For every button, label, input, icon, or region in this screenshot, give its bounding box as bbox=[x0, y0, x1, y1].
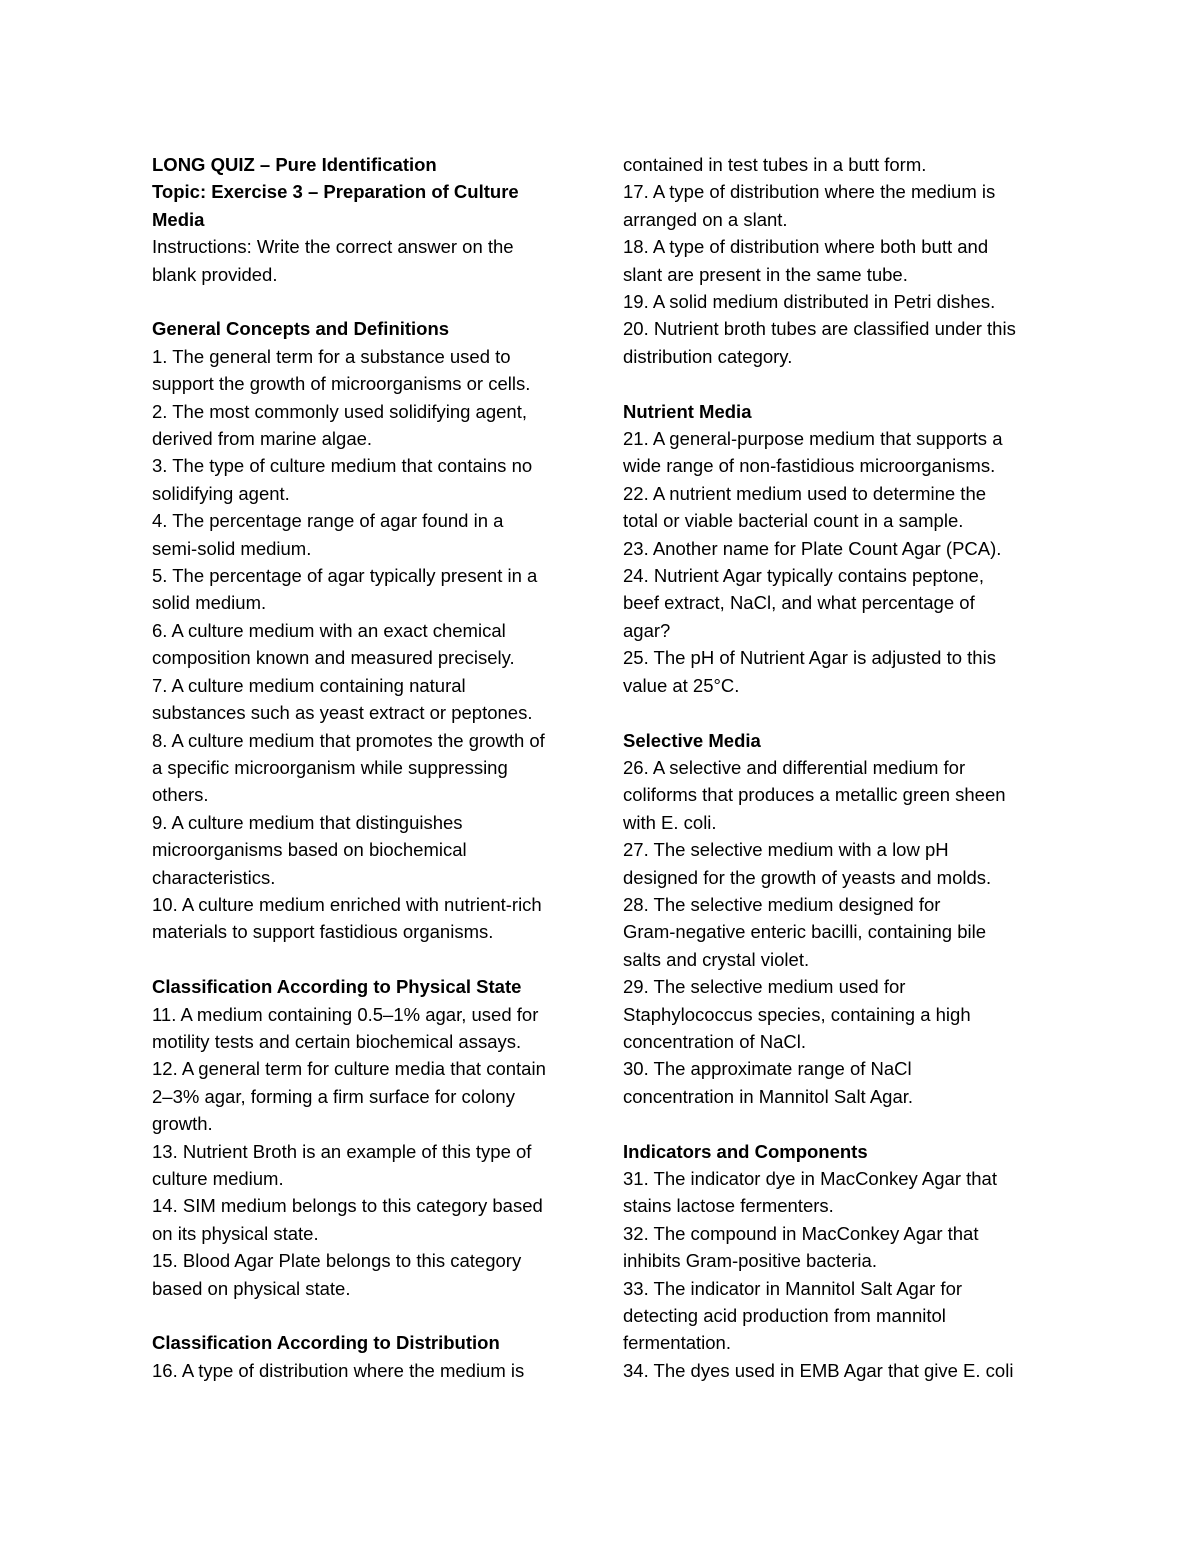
text-line: with E. coli. bbox=[623, 811, 717, 833]
section-heading: Indicators and Components bbox=[623, 1140, 868, 1162]
text-line: a specific microorganism while suppressing bbox=[152, 756, 508, 778]
text-line: 12. A general term for culture media that contain bbox=[152, 1058, 546, 1080]
text-line: characteristics. bbox=[152, 866, 276, 888]
section-heading: Classification According to Physical State bbox=[152, 976, 522, 998]
text-line: culture medium. bbox=[152, 1168, 284, 1189]
text-line: support the growth of microorganisms or cells. bbox=[152, 373, 531, 395]
text-line: growth. bbox=[152, 1113, 213, 1135]
text-line: on its physical state. bbox=[152, 1222, 319, 1244]
text-line: 5. The percentage of agar typically present in a bbox=[152, 565, 538, 587]
text-line: 23. Another name for Plate Count Agar (PCA). bbox=[623, 537, 1002, 559]
text-line: distribution category. bbox=[623, 345, 793, 367]
text-line: solidifying agent. bbox=[152, 482, 290, 504]
text-line: fermentation. bbox=[623, 1332, 731, 1354]
text-line: value at 25°C. bbox=[623, 674, 740, 696]
text-line: beef extract, NaCl, and what percentage of bbox=[623, 592, 975, 614]
text-line: Staphylococcus species, containing a high bbox=[623, 1003, 971, 1025]
text-line: 15. Blood Agar Plate belongs to this category bbox=[152, 1250, 522, 1272]
text-line: 13. Nutrient Broth is an example of this type of bbox=[152, 1140, 532, 1162]
text-line: 21. A general-purpose medium that supports a bbox=[623, 428, 1003, 450]
text-line: 2–3% agar, forming a firm surface for colony bbox=[152, 1085, 515, 1107]
text-line: 28. The selective medium designed for bbox=[623, 893, 941, 915]
text-line: composition known and measured precisely. bbox=[152, 647, 515, 669]
text-line: 31. The indicator dye in MacConkey Agar that bbox=[623, 1167, 997, 1189]
text-line: 4. The percentage range of agar found in a bbox=[152, 510, 504, 532]
section-heading: Topic: Exercise 3 – Preparation of Culture bbox=[152, 181, 519, 203]
text-line: arranged on a slant. bbox=[623, 208, 788, 230]
text-line: 10. A culture medium enriched with nutrient-rich bbox=[152, 893, 542, 915]
blank-line bbox=[152, 1302, 592, 1329]
text-line: others. bbox=[152, 784, 209, 806]
text-line: solid medium. bbox=[152, 592, 267, 614]
text-line: 26. A selective and differential medium for bbox=[623, 756, 966, 778]
text-line: 18. A type of distribution where both butt and bbox=[623, 236, 989, 258]
text-line: 14. SIM medium belongs to this category based bbox=[152, 1195, 543, 1217]
section-heading: Classification According to Distribution bbox=[152, 1332, 500, 1354]
text-line: inhibits Gram-positive bacteria. bbox=[623, 1250, 877, 1272]
section-heading: Selective Media bbox=[623, 729, 761, 751]
text-line: 20. Nutrient broth tubes are classified under this bbox=[623, 318, 1016, 340]
text-line: detecting acid production from mannitol bbox=[623, 1305, 946, 1327]
text-line: 25. The pH of Nutrient Agar is adjusted to this bbox=[623, 647, 996, 669]
text-line: blank provided. bbox=[152, 263, 278, 285]
text-line: 27. The selective medium with a low pH bbox=[623, 839, 949, 861]
text-line: total or viable bacterial count in a sample. bbox=[623, 510, 964, 532]
text-line: materials to support fastidious organisms. bbox=[152, 921, 494, 943]
section-heading: Nutrient Media bbox=[623, 400, 752, 422]
blank-line bbox=[152, 946, 592, 973]
blank-line bbox=[623, 370, 1063, 397]
text-line: Instructions: Write the correct answer on the bbox=[152, 236, 514, 258]
text-line: microorganisms based on biochemical bbox=[152, 839, 467, 861]
text-line: motility tests and certain biochemical assays. bbox=[152, 1030, 522, 1052]
text-line: 33. The indicator in Mannitol Salt Agar for bbox=[623, 1277, 963, 1299]
section-heading: Media bbox=[152, 208, 205, 230]
section-heading: General Concepts and Definitions bbox=[152, 318, 450, 340]
text-line: 34. The dyes used in EMB Agar that give E. coli bbox=[623, 1359, 1014, 1381]
text-line: 3. The type of culture medium that contains no bbox=[152, 455, 533, 477]
text-line: 16. A type of distribution where the medium is bbox=[152, 1359, 525, 1381]
text-line: Gram-negative enteric bacilli, containing bile bbox=[623, 921, 986, 943]
left-column bbox=[152, 151, 592, 1384]
text-line: salts and crystal violet. bbox=[623, 948, 810, 970]
text-line: 1. The general term for a substance used to bbox=[152, 345, 511, 367]
blank-line bbox=[623, 1110, 1063, 1137]
text-line: 30. The approximate range of NaCl bbox=[623, 1058, 912, 1080]
text-line: concentration of NaCl. bbox=[623, 1030, 807, 1052]
text-line: 22. A nutrient medium used to determine the bbox=[623, 482, 987, 504]
text-line: contained in test tubes in a butt form. bbox=[623, 154, 927, 175]
blank-line bbox=[623, 699, 1063, 726]
text-line: 2. The most commonly used solidifying agent, bbox=[152, 400, 527, 422]
text-line: stains lactose fermenters. bbox=[623, 1195, 834, 1217]
text-line: agar? bbox=[623, 619, 671, 641]
text-line: slant are present in the same tube. bbox=[623, 263, 908, 285]
text-line: 24. Nutrient Agar typically contains peptone, bbox=[623, 565, 984, 587]
text-line: substances such as yeast extract or peptones. bbox=[152, 702, 533, 724]
text-line: 8. A culture medium that promotes the growth of bbox=[152, 729, 545, 751]
text-line: 7. A culture medium containing natural bbox=[152, 674, 466, 696]
text-line: designed for the growth of yeasts and molds. bbox=[623, 866, 992, 888]
text-line: coliforms that produces a metallic green sheen bbox=[623, 784, 1006, 806]
text-line: 6. A culture medium with an exact chemical bbox=[152, 619, 506, 641]
text-line: semi-solid medium. bbox=[152, 537, 312, 559]
blank-line bbox=[152, 288, 592, 315]
text-line: 32. The compound in MacConkey Agar that bbox=[623, 1222, 979, 1244]
section-heading: LONG QUIZ – Pure Identification bbox=[152, 154, 437, 175]
text-line: wide range of non-fastidious microorganisms. bbox=[623, 455, 996, 477]
text-line: 9. A culture medium that distinguishes bbox=[152, 811, 463, 833]
text-line: 29. The selective medium used for bbox=[623, 976, 906, 998]
text-line: 11. A medium containing 0.5–1% agar, used for bbox=[152, 1003, 539, 1025]
text-line: 17. A type of distribution where the medium is bbox=[623, 181, 996, 203]
text-line: derived from marine algae. bbox=[152, 428, 373, 450]
text-line: based on physical state. bbox=[152, 1277, 351, 1299]
text-line: concentration in Mannitol Salt Agar. bbox=[623, 1085, 914, 1107]
right-column bbox=[623, 151, 1063, 1384]
text-line: 19. A solid medium distributed in Petri dishes. bbox=[623, 291, 996, 313]
